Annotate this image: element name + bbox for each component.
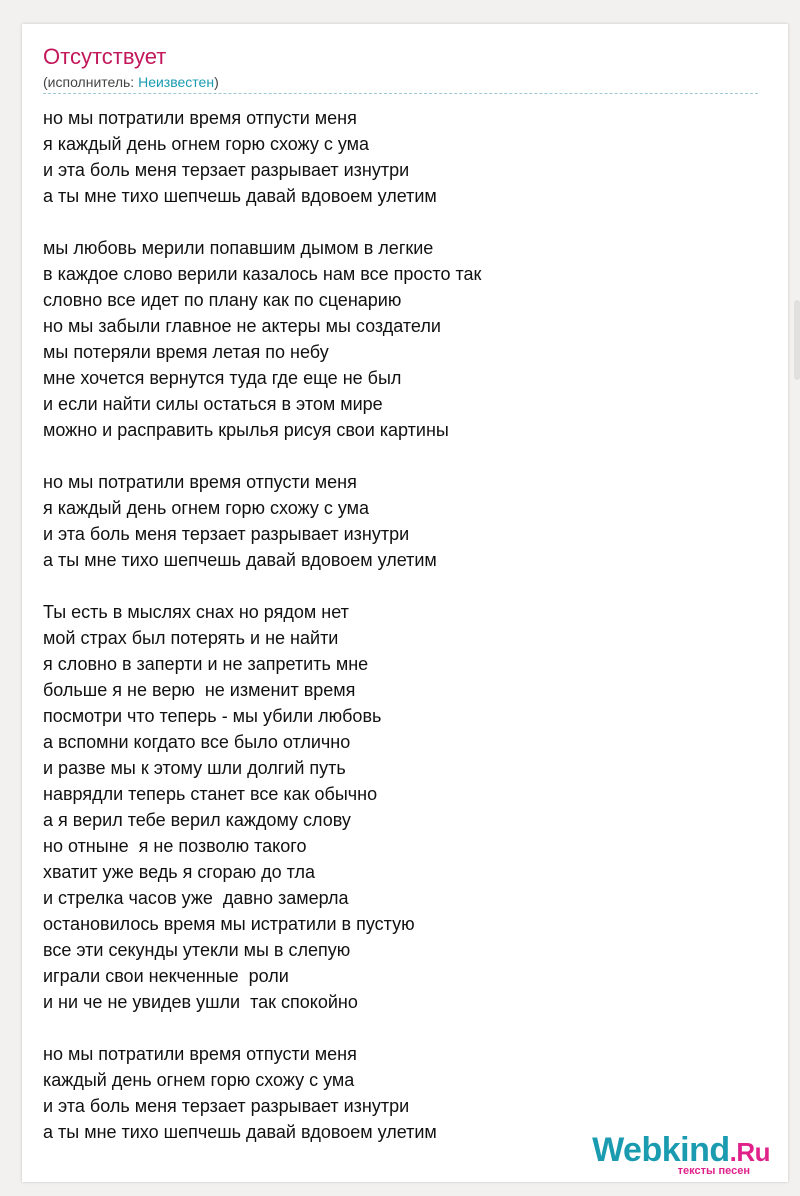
lyric-line: играли свои некченные роли (43, 966, 289, 986)
lyric-line: словно все идет по плану как по сценарию (43, 290, 402, 310)
lyric-line: но мы потратили время отпусти меня (43, 472, 357, 492)
lyric-line: а я верил тебе верил каждому слову (43, 810, 351, 830)
header-divider (43, 93, 758, 94)
scrollbar[interactable] (794, 300, 800, 380)
lyric-line: и разве мы к этому шли долгий путь (43, 758, 346, 778)
artist-prefix: (исполнитель: (43, 74, 139, 90)
logo-tagline: тексты песен (677, 1165, 750, 1177)
lyric-line: а ты мне тихо шепчешь давай вдовоем улетим (43, 550, 437, 570)
lyric-line: но мы забыли главное не актеры мы создатели (43, 316, 441, 336)
lyric-line: мы любовь мерили попавшим дымом в легкие (43, 238, 434, 258)
logo-tld: .Ru (729, 1137, 770, 1167)
lyric-line: мы потеряли время летая по небу (43, 342, 329, 362)
stanza-gap (43, 1015, 481, 1041)
lyric-line: Ты есть в мыслях снах но рядом нет (43, 602, 349, 622)
lyric-line: можно и расправить крылья рисуя свои картины (43, 420, 449, 440)
lyric-line: мой страх был потерять и не найти (43, 628, 339, 648)
lyric-line: я словно в заперти и не запретить мне (43, 654, 369, 674)
lyric-line: а вспомни когдато все было отлично (43, 732, 351, 752)
artist-link[interactable]: Неизвестен (138, 74, 215, 90)
lyric-line: и стрелка часов уже давно замерла (43, 888, 349, 908)
lyric-line: все эти секунды утекли мы в слепую (43, 940, 351, 960)
song-title: Отсутствует (43, 44, 167, 69)
lyric-line: каждый день огнем горю схожу с ума (43, 1070, 355, 1090)
lyric-line: хватит уже ведь я сгораю до тла (43, 862, 315, 882)
lyric-line: я каждый день огнем горю схожу с ума (43, 498, 370, 518)
lyric-line: остановилось время мы истратили в пустую (43, 914, 415, 934)
lyric-line: в каждое слово верили казалось нам все просто так (43, 264, 482, 284)
stanza-gap (43, 209, 481, 235)
lyric-line: и эта боль меня терзает разрывает изнутри (43, 1096, 410, 1116)
lyric-line: посмотри что теперь - мы убили любовь (43, 706, 382, 726)
lyric-line: но мы потратили время отпусти меня (43, 1044, 357, 1064)
artist-line (43, 73, 219, 91)
site-logo[interactable] (592, 1131, 770, 1177)
lyric-line: а ты мне тихо шепчешь давай вдовоем улетим (43, 186, 437, 206)
lyric-line: а ты мне тихо шепчешь давай вдовоем улетим (43, 1122, 437, 1142)
logo-main-text: Webkind (592, 1131, 730, 1169)
stanza-gap (43, 443, 481, 469)
lyrics-text (43, 105, 481, 1145)
lyric-line: и эта боль меня терзает разрывает изнутри (43, 160, 410, 180)
lyric-line: мне хочется вернутся туда где еще не был (43, 368, 402, 388)
lyric-line: больше я не верю не изменит время (43, 680, 356, 700)
lyric-line: и ни че не увидев ушли так спокойно (43, 992, 358, 1012)
lyric-line: и эта боль меня терзает разрывает изнутри (43, 524, 410, 544)
artist-suffix: ) (214, 74, 219, 90)
lyric-line: но мы потратили время отпусти меня (43, 108, 357, 128)
stanza-gap (43, 573, 481, 599)
lyric-line: я каждый день огнем горю схожу с ума (43, 134, 370, 154)
lyric-line: и если найти силы остаться в этом мире (43, 394, 383, 414)
lyric-line: наврядли теперь станет все как обычно (43, 784, 378, 804)
lyric-line: но отныне я не позволю такого (43, 836, 307, 856)
